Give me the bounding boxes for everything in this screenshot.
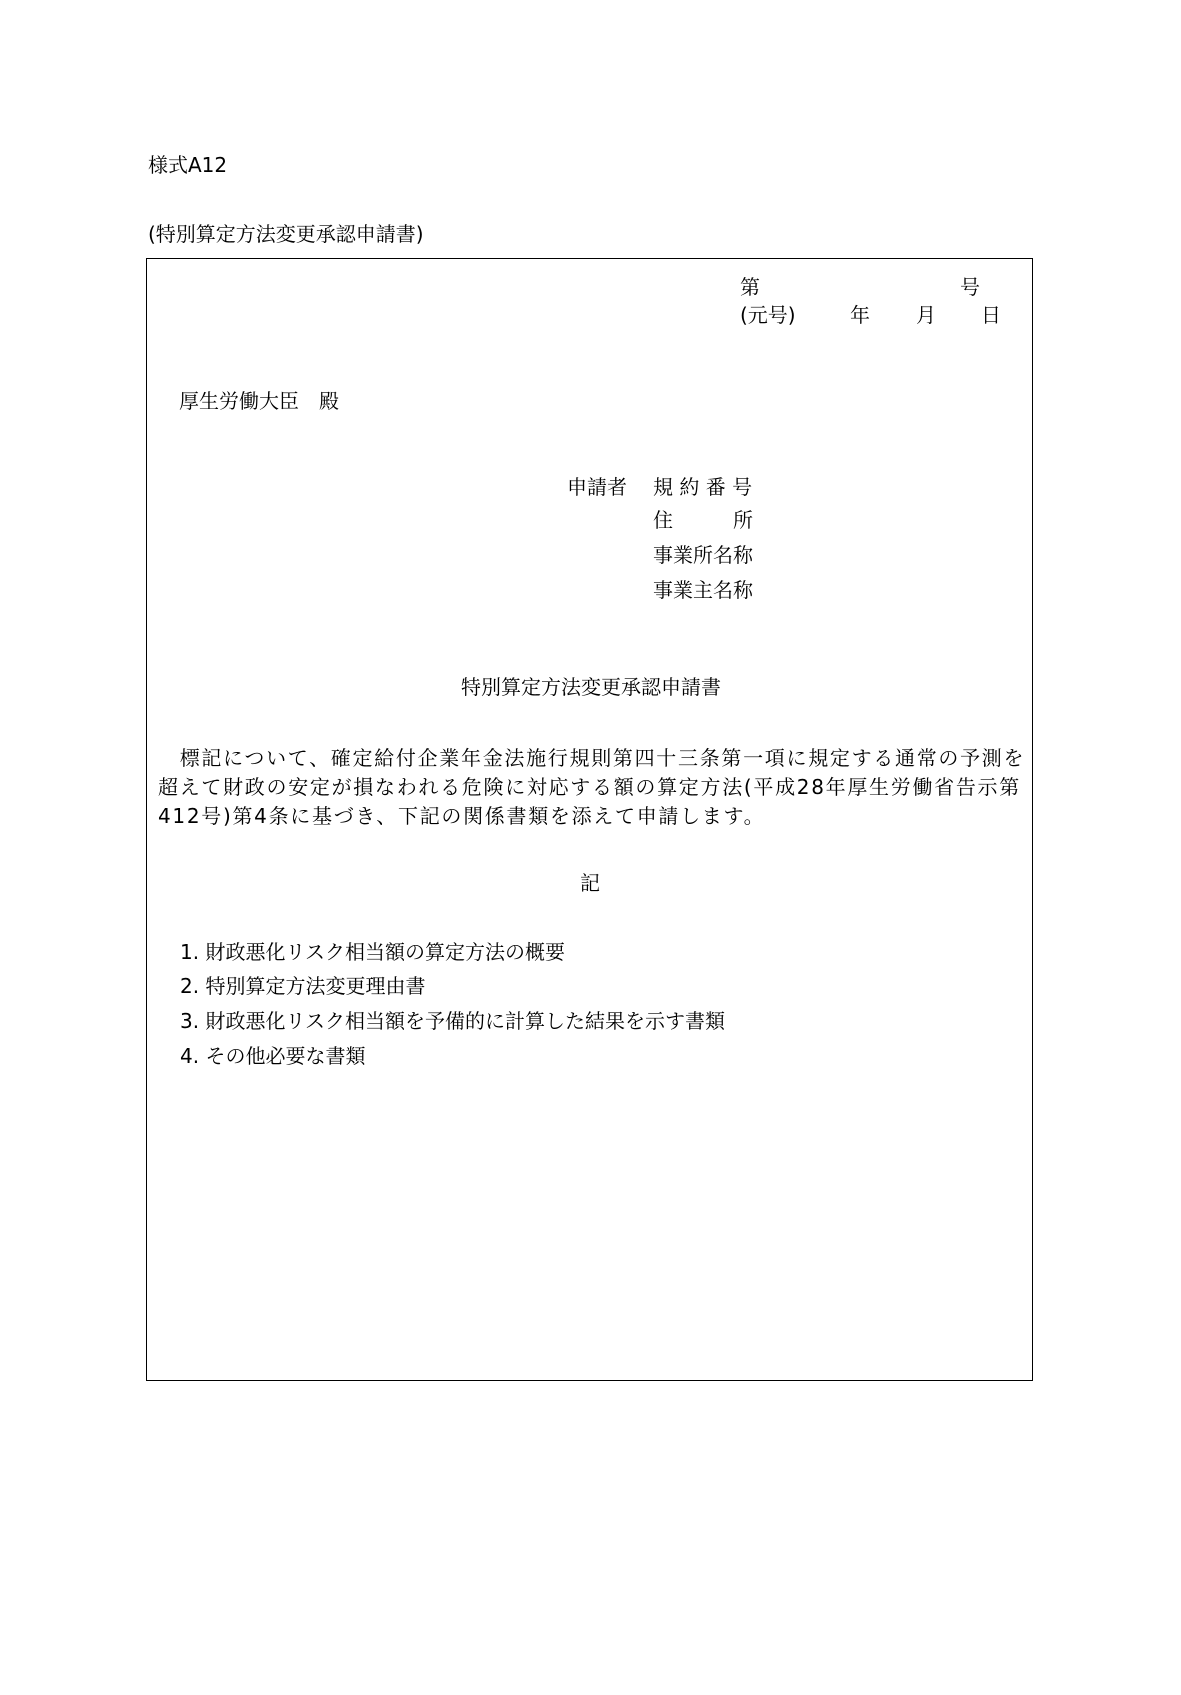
body-paragraph xyxy=(158,744,1028,831)
body-line: 412号)第4条に基づき、下記の関係書類を添えて申請します。 xyxy=(158,804,766,828)
year-label: 年 xyxy=(850,303,870,327)
list-item: 3. 財政悪化リスク相当額を予備的に計算した結果を示す書類 xyxy=(180,1009,726,1033)
list-item: 1. 財政悪化リスク相当額の算定方法の概要 xyxy=(180,940,566,964)
document-title: 特別算定方法変更承認申請書 xyxy=(461,675,721,699)
number-suffix: 号 xyxy=(960,275,980,299)
number-prefix: 第 xyxy=(740,275,760,299)
field-office-name: 事業所名称 xyxy=(653,543,753,567)
month-label: 月 xyxy=(916,303,936,327)
ki-heading: 記 xyxy=(580,871,600,895)
day-label: 日 xyxy=(981,303,1001,327)
list-item: 4. その他必要な書類 xyxy=(180,1044,366,1068)
body-line: 標記について、確定給付企業年金法施行規則第四十三条第一項に規定する通常の予測を xyxy=(158,746,1026,770)
body-line: 超えて財政の安定が損なわれる危険に対応する額の算定方法(平成28年厚生労働省告示第 xyxy=(158,775,1021,799)
applicant-label: 申請者 xyxy=(567,475,627,499)
form-id: 様式A12 xyxy=(148,153,228,177)
list-item: 2. 特別算定方法変更理由書 xyxy=(180,974,426,998)
addressee: 厚生労働大臣 殿 xyxy=(179,389,339,413)
form-subtitle: (特別算定方法変更承認申請書) xyxy=(148,222,424,246)
field-employer-name: 事業主名称 xyxy=(653,578,753,602)
era-label: (元号) xyxy=(740,303,796,327)
field-address: 住 所 xyxy=(653,508,753,532)
field-plan-number: 規 約 番 号 xyxy=(653,475,753,499)
